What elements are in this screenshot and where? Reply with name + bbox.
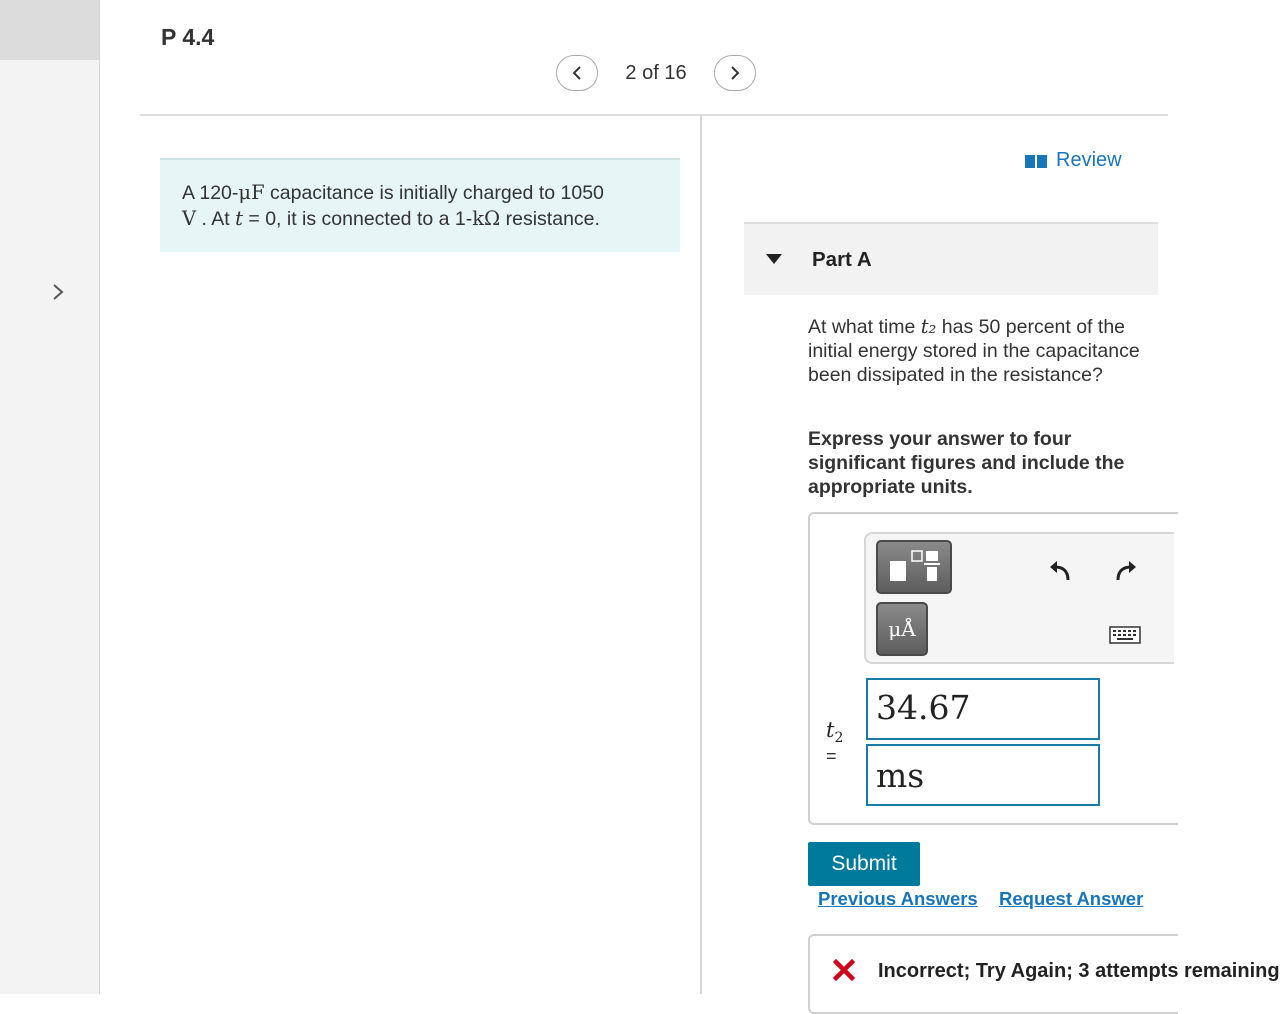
statement-unit: kΩ — [472, 207, 501, 230]
undo-icon — [1046, 556, 1076, 586]
previous-item-button[interactable] — [556, 55, 598, 91]
review-link[interactable] — [1024, 149, 1122, 172]
chevron-right-icon — [729, 65, 741, 81]
chevron-left-icon — [571, 65, 583, 81]
question-fragment: has 50 percent of the initial energy stored in the capacitance been dissipated in the resistance? — [808, 316, 1140, 386]
templates-icon — [884, 547, 944, 587]
variable-subscript: 2 — [834, 730, 844, 747]
column-divider — [700, 116, 702, 994]
chevron-right-icon — [51, 283, 65, 301]
pager — [556, 53, 756, 93]
units-input[interactable]: ms — [866, 744, 1100, 806]
statement-text: A 120- — [182, 182, 239, 204]
part-a-header[interactable] — [744, 224, 1158, 295]
question-variable: t₂ — [920, 315, 937, 338]
pager-label: 2 of 16 — [625, 61, 687, 84]
statement-text: capacitance is initially charged to 1050 — [264, 182, 604, 204]
undo-button[interactable] — [1046, 556, 1076, 586]
review-label: Review — [1056, 149, 1122, 171]
answer-instruction: Express your answer to four significant figures and include the appropriate units. — [808, 428, 1125, 498]
submit-button[interactable]: Submit — [808, 842, 920, 886]
question-text — [808, 315, 1163, 387]
units-tool-label: μÅ — [888, 617, 916, 641]
equals-sign: = — [826, 746, 837, 766]
problem-title: P 4.4 — [161, 24, 215, 50]
caret-down-icon[interactable] — [766, 254, 782, 264]
statement-unit: μF — [238, 181, 265, 204]
next-item-button[interactable] — [714, 55, 756, 91]
statement-text: . At — [196, 208, 236, 230]
x-mark-icon — [832, 958, 856, 982]
expand-panel-button[interactable] — [46, 280, 70, 304]
problem-statement — [160, 158, 680, 252]
statement-variable: t — [235, 207, 243, 230]
part-title: Part A — [812, 248, 872, 271]
question-fragment: At what time — [808, 316, 921, 338]
header-divider — [140, 114, 1168, 116]
units-button[interactable] — [876, 602, 928, 656]
templates-button[interactable] — [876, 540, 952, 594]
answer-variable — [826, 718, 843, 746]
variable-name: t — [826, 718, 835, 742]
book-icon — [1024, 153, 1048, 169]
previous-answers-link[interactable]: Previous Answers — [818, 888, 978, 909]
request-answer-link[interactable]: Request Answer — [999, 888, 1144, 909]
statement-text: resistance. — [500, 208, 600, 230]
redo-icon — [1110, 556, 1140, 586]
feedback-message: Incorrect; Try Again; 3 attempts remaining — [878, 960, 1280, 982]
left-rail — [0, 0, 100, 994]
statement-unit: V — [182, 207, 197, 230]
keyboard-icon — [1109, 626, 1141, 644]
redo-button[interactable] — [1110, 556, 1140, 586]
value-input[interactable]: 34.67 — [866, 678, 1100, 740]
rail-top-block — [0, 0, 99, 60]
keyboard-button[interactable] — [1109, 626, 1141, 644]
statement-text: = 0, it is connected to a 1- — [242, 208, 473, 230]
